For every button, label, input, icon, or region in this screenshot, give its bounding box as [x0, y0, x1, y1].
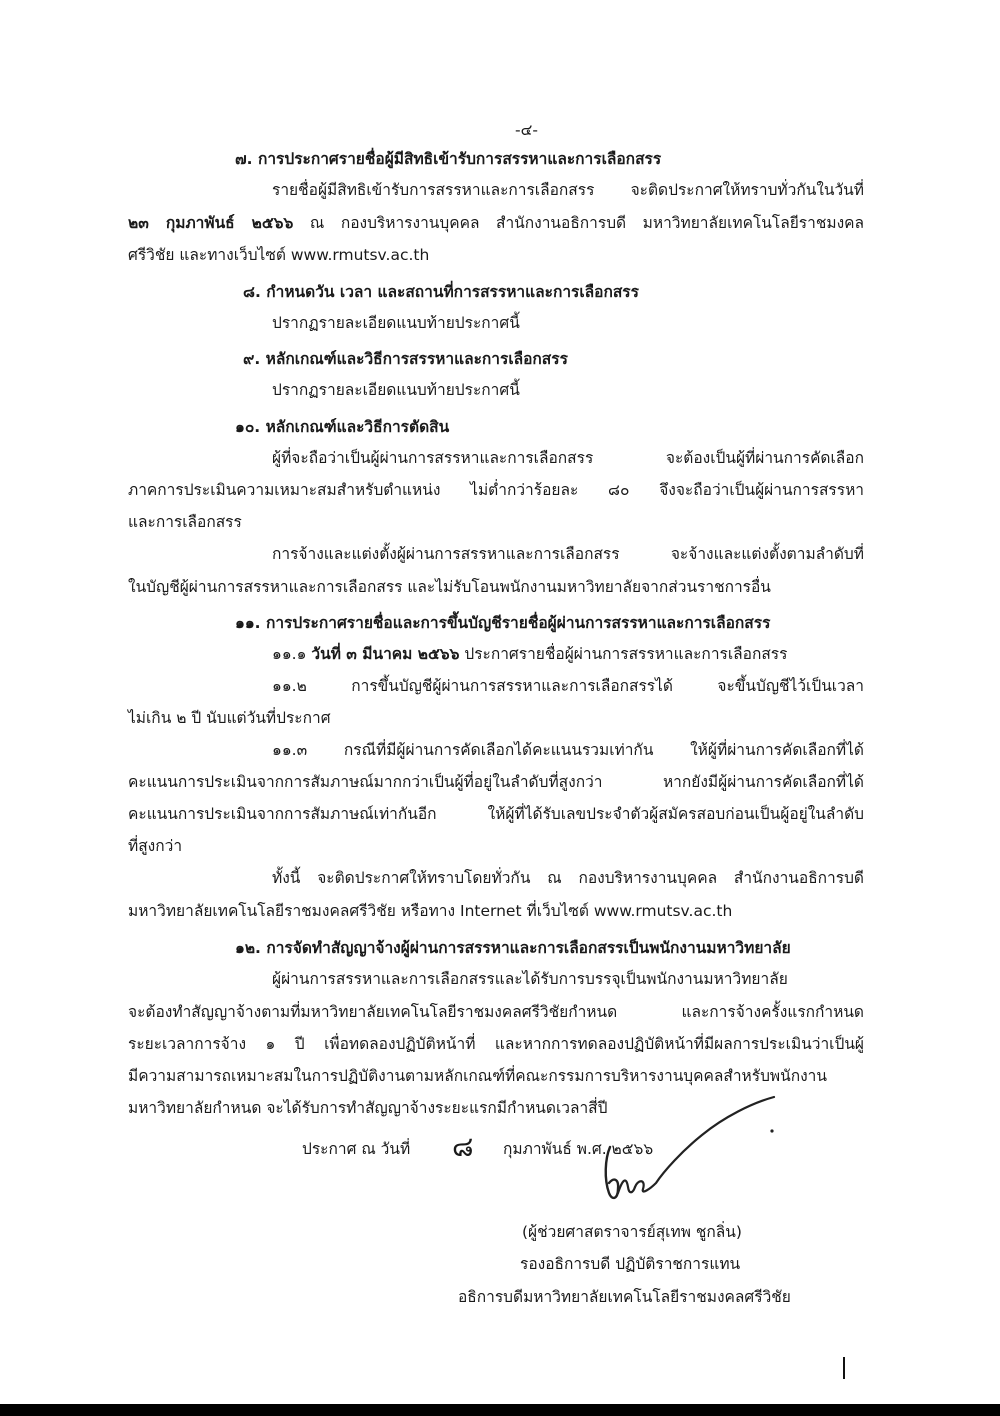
section-11-heading: ๑๑. การประกาศรายชื่อและการขึ้นบัญชีรายชื่อผู้ผ่านการสรรหาและการเลือกสรร: [235, 614, 771, 632]
section-11-item-1-number: ๑๑.๑: [272, 645, 307, 663]
section-11-item-3-line-4: ที่สูงกว่า: [128, 837, 183, 855]
section-12-line-4: มีความสามารถเหมาะสมในการปฏิบัติงานตามหลักเกณฑ์ที่คณะกรรมการบริหารงานบุคคลสำหรับพนักงาน: [128, 1067, 827, 1085]
section-12-heading: ๑๒. การจัดทำสัญญาจ้างผู้ผ่านการสรรหาและการเลือกสรรเป็นพนักงานมหาวิทยาลัย: [235, 939, 791, 957]
section-11-item-1-date: วันที่ ๓ มีนาคม ๒๕๖๖: [311, 645, 460, 663]
section-11-note-line-1: ทั้งนี้ จะติดประกาศให้ทราบโดยทั่วกัน ณ กองบริหารงานบุคคล สำนักงานอธิการบดี: [272, 869, 864, 887]
announce-month-year: กุมภาพันธ์ พ.ศ. ๒๕๖๖: [503, 1140, 654, 1158]
section-7-line-2-rest: ณ กองบริหารงานบุคคล สำนักงานอธิการบดี มหาวิทยาลัยเทคโนโลยีราชมงคล: [293, 214, 865, 232]
section-9-heading: ๙. หลักเกณฑ์และวิธีการสรรหาและการเลือกสรร: [243, 350, 568, 368]
section-9-body: ปรากฏรายละเอียดแนบท้ายประกาศนี้: [272, 381, 520, 399]
section-7-date: ๒๓ กุมภาพันธ์ ๒๕๖๖: [128, 214, 294, 232]
announce-prefix: ประกาศ ณ วันที่: [302, 1140, 411, 1158]
page-number: -๔-: [515, 121, 538, 139]
signer-position-2: อธิการบดีมหาวิทยาลัยเทคโนโลยีราชมงคลศรีวิชัย: [458, 1288, 791, 1306]
signer-position-1: รองอธิการบดี ปฏิบัติราชการแทน: [520, 1255, 741, 1273]
section-7-heading: ๗. การประกาศรายชื่อผู้มีสิทธิเข้ารับการสรรหาและการเลือกสรร: [235, 150, 662, 168]
section-10-heading: ๑๐. หลักเกณฑ์และวิธีการตัดสิน: [235, 418, 450, 436]
section-12-line-1: ผู้ผ่านการสรรหาและการเลือกสรรและได้รับการบรรจุเป็นพนักงานมหาวิทยาลัย: [272, 970, 788, 988]
section-11-note-line-2: มหาวิทยาลัยเทคโนโลยีราชมงคลศรีวิชัย หรือทาง Internet ที่เว็บไซต์ www.rmutsv.ac.th: [128, 902, 733, 920]
section-11-item-3-line-3: คะแนนการประเมินจากการสัมภาษณ์เท่ากันอีก ให้ผู้ที่ได้รับเลขประจำตัวผู้สมัครสอบก่อนเป็นผู้อยู่ในลำดับ: [128, 805, 864, 823]
scan-edge-mark: [843, 1357, 845, 1379]
section-7-line-3: ศรีวิชัย และทางเว็บไซต์ www.rmutsv.ac.th: [128, 246, 430, 264]
section-12-line-2: จะต้องทำสัญญาจ้างตามที่มหาวิทยาลัยเทคโนโลยีราชมงคลศรีวิชัยกำหนด และการจ้างครั้งแรกกำหนด: [128, 1003, 864, 1021]
section-11-item-1-rest: ประกาศรายชื่อผู้ผ่านการสรรหาและการเลือกสรร: [459, 645, 788, 663]
section-8-heading: ๘. กำหนดวัน เวลา และสถานที่การสรรหาและการเลือกสรร: [243, 283, 639, 301]
section-8-body: ปรากฏรายละเอียดแนบท้ายประกาศนี้: [272, 314, 520, 332]
section-11-item-1: [272, 645, 787, 664]
scan-bottom-border: [0, 1404, 1000, 1416]
section-7-line-1: รายชื่อผู้มีสิทธิเข้ารับการสรรหาและการเลือกสรร จะติดประกาศให้ทราบทั่วกันในวันที่: [272, 181, 864, 199]
signer-name: (ผู้ช่วยศาสตราจารย์สุเทพ ชูกลิ่น): [522, 1223, 742, 1241]
section-10-p1-line-3: และการเลือกสรร: [128, 513, 242, 531]
announce-day: ๘: [452, 1130, 474, 1163]
section-10-p1-line-1: ผู้ที่จะถือว่าเป็นผู้ผ่านการสรรหาและการเลือกสรร จะต้องเป็นผู้ที่ผ่านการคัดเลือก: [272, 449, 864, 467]
section-10-p1-line-2: ภาคการประเมินความเหมาะสมสำหรับตำแหน่ง ไม่ต่ำกว่าร้อยละ ๘๐ จึงจะถือว่าเป็นผู้ผ่านการสรรหา: [128, 481, 864, 499]
handwritten-signature: [596, 1095, 796, 1215]
section-10-p2-line-2: ในบัญชีผู้ผ่านการสรรหาและการเลือกสรร และไม่รับโอนพนักงานมหาวิทยาลัยจากส่วนราชการอื่น: [128, 578, 771, 596]
section-11-item-2-line-1: ๑๑.๒ การขึ้นบัญชีผู้ผ่านการสรรหาและการเลือกสรรได้ จะขึ้นบัญชีไว้เป็นเวลา: [272, 677, 864, 695]
section-7-line-2: [128, 214, 864, 233]
section-11-item-3-line-1: ๑๑.๓ กรณีที่มีผู้ผ่านการคัดเลือกได้คะแนนรวมเท่ากัน ให้ผู้ที่ผ่านการคัดเลือกที่ได้: [272, 741, 864, 759]
section-12-line-5: มหาวิทยาลัยกำหนด จะได้รับการทำสัญญาจ้างระยะแรกมีกำหนดเวลาสี่ปี: [128, 1099, 608, 1117]
section-10-p2-line-1: การจ้างและแต่งตั้งผู้ผ่านการสรรหาและการเลือกสรร จะจ้างและแต่งตั้งตามลำดับที่: [272, 545, 864, 563]
section-12-line-3: ระยะเวลาการจ้าง ๑ ปี เพื่อทดลองปฏิบัติหน้าที่ และหากการทดลองปฏิบัติหน้าที่มีผลการประเมินว่าเป็นผู้: [128, 1035, 864, 1053]
section-11-item-2-line-2: ไม่เกิน ๒ ปี นับแต่วันที่ประกาศ: [128, 709, 331, 727]
section-11-item-3-line-2: คะแนนการประเมินจากการสัมภาษณ์มากกว่าเป็นผู้ที่อยู่ในลำดับที่สูงกว่า หากยังมีผู้ผ่านการคัดเลือกที่ได้: [128, 773, 864, 791]
